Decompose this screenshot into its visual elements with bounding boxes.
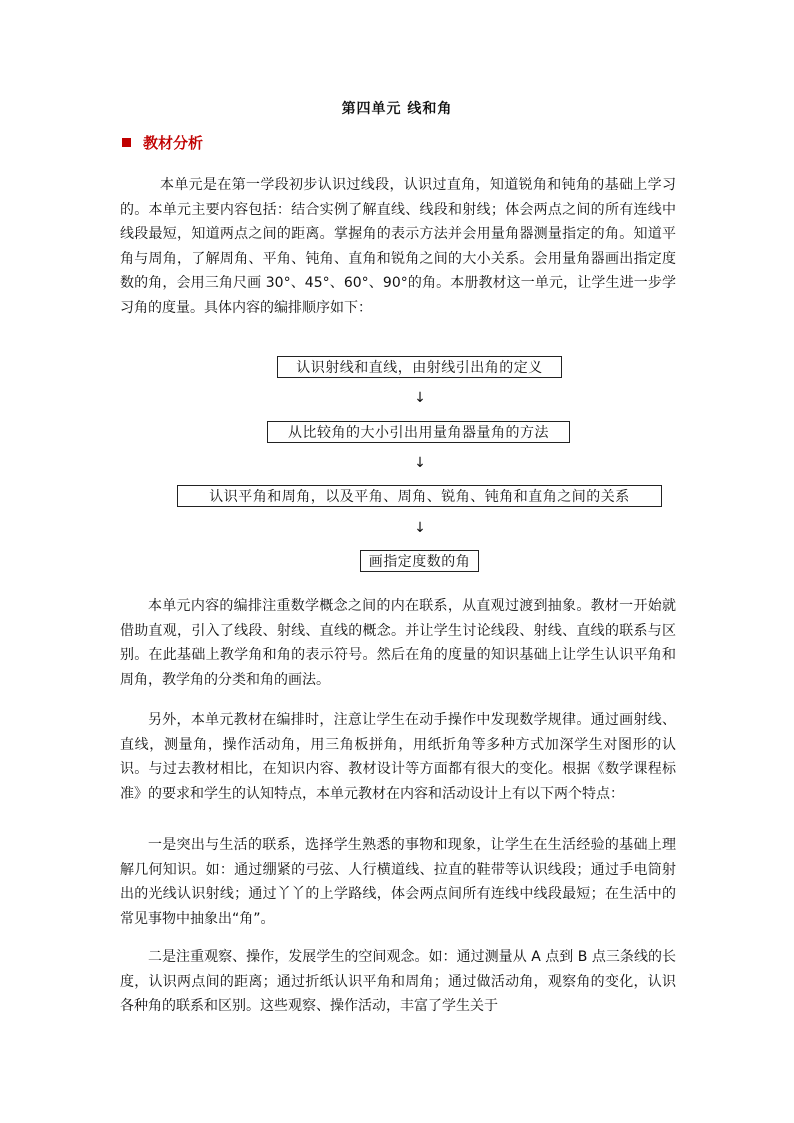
flow-step-4: 画指定度数的角 [360,550,479,572]
section-heading [122,132,203,153]
flow-step-3: 认识平角和周角，以及平角、周角、锐角、钝角和直角之间的关系 [177,485,662,507]
flow-step-2: 从比较角的大小引出用量角器量角的方法 [267,421,570,443]
down-arrow-icon: ↓ [414,455,426,471]
paragraph-design: 另外，本单元教材在编排时，注意让学生在动手操作中发现数学规律。通过画射线、直线，测量角，操作活动角，用三角板拼角，用纸折角等多种方式加深学生对图形的认识。与过去教材相比，在知识内容、教材设计等方面都有很大的变化。根据《数学课程标准》的要求和学生的认知特点，本单元教材在内容和活动设计上有以下两个特点： [120,712,676,802]
red-square-bullet-icon [122,138,131,147]
paragraph-feature-1: 一是突出与生活的联系，选择学生熟悉的事物和现象，让学生在生活经验的基础上理解几何知识。如：通过绷紧的弓弦、人行横道线、拉直的鞋带等认识线段；通过手电筒射出的光线认识射线；通过丫丫的上学路线，体会两点间所有连线中线段最短；在生活中的常见事物中抽象出“角”。 [120,837,676,927]
paragraph-intro: 本单元是在第一学段初步认识过线段，认识过直角，知道锐角和钝角的基础上学习的。本单元主要内容包括：结合实例了解直线、线段和射线；体会两点之间的所有连线中线段最短，知道两点之间的距离。掌握角的表示方法并会用量角器测量指定的角。知道平角与周角，了解周角、平角、钝角、直角和锐角之间的大小关系。会用量角器画出指定度数的角，会用三角尺画 30°、45°、60°、90°的角。本册教材这一单元，让学生进一步学习角的度量。具体内容的编排顺序如下： [120,177,676,316]
paragraph-structure: 本单元内容的编排注重数学概念之间的内在联系，从直观过渡到抽象。教材一开始就借助直观，引入了线段、射线、直线的概念。并让学生讨论线段、射线、直线的联系与区别。在此基础上教学角和角的表示符号。然后在角的度量的知识基础上让学生认识平角和周角，教学角的分类和角的画法。 [120,598,676,688]
down-arrow-icon: ↓ [414,520,426,536]
page-title: 第四单元 线和角 [341,101,453,117]
down-arrow-icon: ↓ [414,390,426,406]
flow-step-1: 认识射线和直线，由射线引出角的定义 [277,356,562,378]
section-heading-text: 教材分析 [143,134,204,152]
paragraph-feature-2: 二是注重观察、操作，发展学生的空间观念。如：通过测量从 A 点到 B 点三条线的长度，认识两点间的距离；通过折纸认识平角和周角；通过做活动角，观察角的变化，认识各种角的联系和区别。这些观察、操作活动，丰富了学生关于 [120,949,676,1014]
